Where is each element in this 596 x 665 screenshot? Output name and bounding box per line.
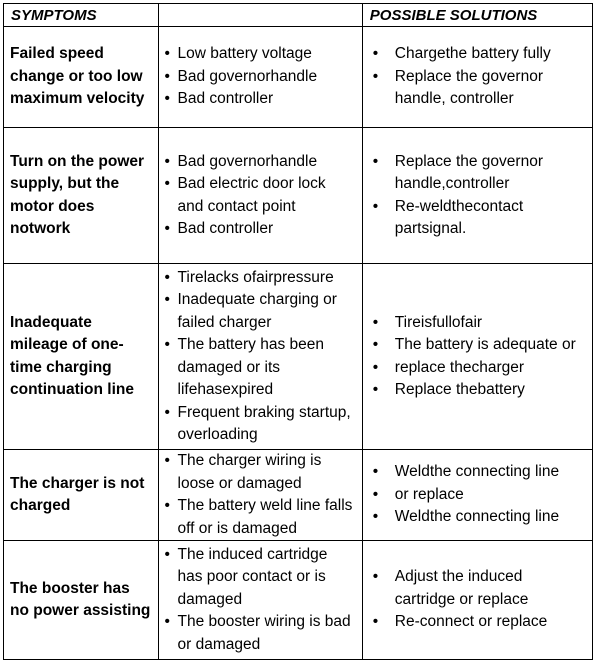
cause-item: • The battery weld line falls off or is damaged bbox=[165, 495, 356, 540]
cause-item: • Bad controller bbox=[165, 218, 356, 241]
cause-item: • Low battery voltage bbox=[165, 43, 356, 66]
cause-item: • Bad electric door lock and contact point bbox=[165, 173, 356, 218]
table-row bbox=[4, 128, 593, 264]
solution-item: • Replace the governor handle, controller bbox=[369, 66, 586, 111]
solution-item: • The battery is adequate or bbox=[369, 334, 586, 357]
table-row bbox=[4, 450, 593, 541]
table-row bbox=[4, 264, 593, 450]
cause-item: • Bad governorhandle bbox=[165, 66, 356, 89]
cause-item: • The booster wiring is bad or damaged bbox=[165, 611, 356, 656]
symptom-cell: Failed speed change or too low maximum velocity bbox=[4, 27, 159, 128]
symptom-cell: Turn on the power supply, but the motor does notwork bbox=[4, 128, 159, 264]
solution-item: • Weldthe connecting line bbox=[369, 461, 586, 484]
causes-cell bbox=[158, 450, 362, 541]
solution-item: • Replace thebattery bbox=[369, 379, 586, 402]
table-row bbox=[4, 27, 593, 128]
solution-item: • Re-connect or replace bbox=[369, 611, 586, 634]
troubleshooting-table bbox=[3, 3, 593, 660]
solution-item: • Tireisfullofair bbox=[369, 312, 586, 335]
solutions-cell bbox=[362, 264, 592, 450]
cause-item: • Tirelacks ofairpressure bbox=[165, 267, 356, 290]
cause-item: • The charger wiring is loose or damaged bbox=[165, 450, 356, 495]
solution-item: • Re-weldthecontact partsignal. bbox=[369, 196, 586, 241]
solutions-cell bbox=[362, 450, 592, 541]
cause-item: • Frequent braking startup, overloading bbox=[165, 402, 356, 447]
cause-item: • Inadequate charging or failed charger bbox=[165, 289, 356, 334]
solution-item: • Replace the governor handle,controller bbox=[369, 151, 586, 196]
symptom-cell: The charger is not charged bbox=[4, 450, 159, 541]
cause-item: • The battery has been damaged or its lifehasexpired bbox=[165, 334, 356, 402]
cause-item: • Bad controller bbox=[165, 88, 356, 111]
solutions-cell bbox=[362, 541, 592, 660]
header-solutions: POSSIBLE SOLUTIONS bbox=[362, 4, 592, 27]
causes-cell bbox=[158, 264, 362, 450]
solution-item: • Adjust the induced cartridge or replace bbox=[369, 566, 586, 611]
solution-item: • replace thecharger bbox=[369, 357, 586, 380]
header-causes bbox=[158, 4, 362, 27]
solutions-cell bbox=[362, 128, 592, 264]
causes-cell bbox=[158, 128, 362, 264]
cause-item: • Bad governorhandle bbox=[165, 151, 356, 174]
solution-item: • Weldthe connecting line bbox=[369, 506, 586, 529]
solutions-cell bbox=[362, 27, 592, 128]
causes-cell bbox=[158, 541, 362, 660]
symptom-cell: The booster has no power assisting bbox=[4, 541, 159, 660]
header-symptoms: SYMPTOMS bbox=[4, 4, 159, 27]
header-row bbox=[4, 4, 593, 27]
symptom-cell: Inadequate mileage of one-time charging continuation line bbox=[4, 264, 159, 450]
cause-item: • The induced cartridge has poor contact or is damaged bbox=[165, 544, 356, 612]
solution-item: • or replace bbox=[369, 484, 586, 507]
table-row bbox=[4, 541, 593, 660]
causes-cell bbox=[158, 27, 362, 128]
solution-item: • Chargethe battery fully bbox=[369, 43, 586, 66]
